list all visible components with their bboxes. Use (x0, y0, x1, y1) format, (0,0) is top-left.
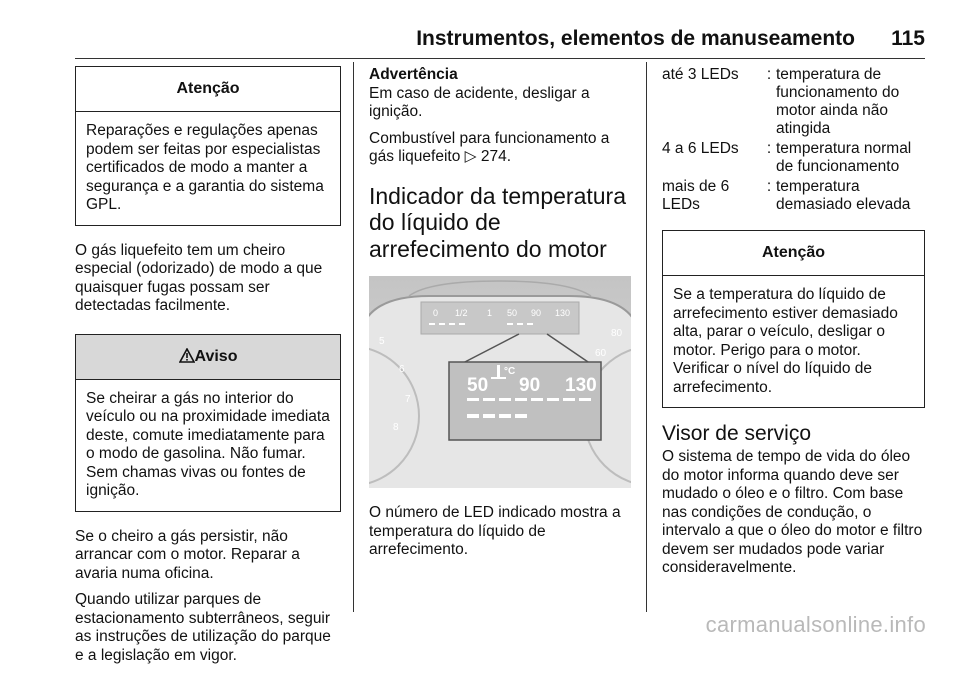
table-row (662, 140, 924, 178)
scale-label: 1 (487, 308, 493, 318)
table-row (662, 178, 924, 216)
scale-label: 50 (507, 308, 518, 318)
scale-label-large: 130 (565, 375, 597, 396)
warning-title: Aviso (194, 347, 238, 365)
scale-label: 90 (531, 308, 542, 318)
attention-text: Reparações e regulações apenas podem ser feitas por especialistas certificados de modo a manter a segurança e a garantia do sistema GPL. (86, 122, 324, 213)
paragraph: O sistema de tempo de vida do óleo do motor informa quando deve ser mudado o óleo e o filtro. Com base nas condições de condução, o intervalo a que o óleo do motor e filtro devem ser mudados pode variar consideravelmente. (662, 448, 923, 576)
table-colon: : (766, 66, 772, 83)
column-1 (75, 66, 341, 673)
watermark: carmanualsonline.info (705, 612, 926, 637)
scale-label: 0 (433, 308, 439, 318)
paragraph: O gás liquefeito tem um cheiro especial (odorizado) de modo a que quaisquer fugas possam ser detectadas facilmente. (75, 241, 323, 314)
coolant-gauge-illustration (369, 276, 631, 488)
attention-box (75, 66, 341, 226)
led-table (662, 66, 924, 216)
scale-label-large: 90 (519, 375, 541, 396)
advertencia-title: Advertência (369, 66, 458, 83)
page-header (75, 27, 925, 55)
table-value: temperatura normal de funcionamento (776, 140, 912, 175)
table-key: 4 a 6 LEDs (662, 140, 739, 157)
table-key: até 3 LEDs (662, 66, 739, 83)
paragraph: Se o cheiro a gás persistir, não arrancar com o motor. Reparar a avaria numa oficina. (75, 527, 300, 582)
column-divider-1 (353, 62, 354, 612)
gauge-drawing (369, 276, 631, 488)
scale-label: 1/2 (455, 308, 468, 318)
column-divider-2 (646, 62, 647, 612)
page-reference-arrow-icon[interactable]: ▷ (464, 148, 477, 165)
attention-text: Se a temperatura do líquido de arrefecimento estiver demasiado alta, parar o veículo, desligar o motor. Perigo para o motor. Verificar o nível do líquido de arrefecimento. (673, 286, 898, 396)
column-2 (369, 66, 633, 568)
dial-label: 7 (405, 394, 411, 405)
table-key: mais de 6 LEDs (662, 178, 730, 213)
warning-triangle-icon (179, 348, 195, 363)
attention-title: Atenção (76, 67, 340, 112)
attention-title: Atenção (663, 231, 924, 276)
temperature-unit: °C (504, 366, 516, 377)
paragraph-text: Combustível para funcionamento a gás liquefeito (369, 129, 610, 165)
table-value: temperatura demasiado elevada (776, 178, 911, 213)
column-3 (662, 66, 925, 586)
header-title: Instrumentos, elementos de manuseamento (416, 27, 855, 50)
section-heading: Indicador da temperatura do líquido de arrefecimento do motor (369, 182, 626, 262)
warning-header (76, 335, 340, 380)
warning-box (75, 334, 341, 512)
scale-label: 130 (555, 308, 571, 318)
paragraph: O número de LED indicado mostra a temperatura do líquido de arrefecimento. (369, 504, 621, 558)
page-reference[interactable]: 274. (480, 148, 512, 165)
dial-label: 6 (399, 364, 405, 375)
section-heading: Visor de serviço (662, 422, 812, 445)
scale-label-large: 50 (467, 375, 489, 396)
paragraph (369, 130, 633, 167)
dial-label: 80 (611, 328, 623, 339)
paragraph: Quando utilizar parques de estacionamento subterrâneos, seguir as instruções de utilização do parque e a legislação em vigor. (75, 591, 331, 664)
dial-label: 5 (379, 336, 385, 347)
advertencia-text: Em caso de acidente, desligar a ignição. (369, 84, 590, 120)
header-rule (75, 58, 925, 59)
table-value: temperatura de funcionamento do motor ainda não atingida (776, 66, 900, 137)
dial-label: 60 (595, 348, 607, 359)
table-colon: : (766, 178, 772, 195)
page-number: 115 (891, 27, 925, 50)
dial-label: 8 (393, 422, 399, 433)
warning-text: Se cheirar a gás no interior do veículo ou na proximidade imediata deste, comute imediatamente para o modo de gasolina. Não fumar. Sem chamas vivas ou fontes de ignição. (86, 389, 330, 499)
attention-box (662, 230, 925, 408)
table-colon: : (766, 140, 772, 157)
table-row (662, 66, 924, 140)
